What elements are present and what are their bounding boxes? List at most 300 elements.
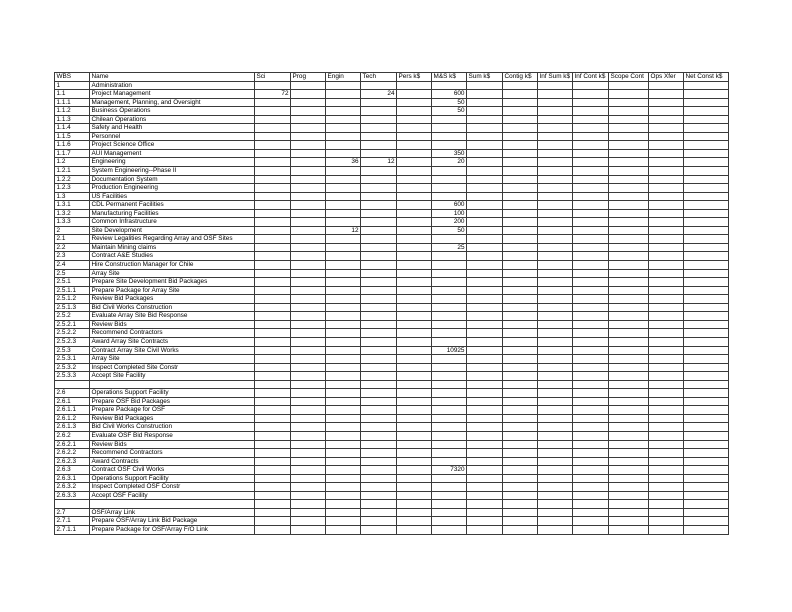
value-cell bbox=[255, 192, 291, 201]
value-cell bbox=[503, 355, 538, 364]
value-cell bbox=[684, 218, 729, 227]
value-cell bbox=[326, 115, 361, 124]
value-cell bbox=[397, 90, 432, 99]
wbs-cell: 2.5.1 bbox=[55, 278, 90, 287]
value-cell bbox=[467, 201, 503, 210]
value-cell bbox=[573, 158, 609, 167]
wbs-cell: 2.5.3.1 bbox=[55, 355, 90, 364]
value-cell bbox=[255, 491, 291, 500]
value-cell bbox=[397, 483, 432, 492]
value-cell bbox=[684, 243, 729, 252]
value-cell bbox=[649, 406, 684, 415]
value-cell bbox=[684, 132, 729, 141]
value-cell bbox=[432, 483, 467, 492]
value-cell bbox=[684, 141, 729, 150]
value-cell bbox=[538, 278, 573, 287]
value-cell bbox=[538, 192, 573, 201]
value-cell bbox=[397, 141, 432, 150]
value-cell bbox=[326, 303, 361, 312]
value-cell bbox=[397, 261, 432, 270]
value-cell bbox=[538, 517, 573, 526]
value-cell bbox=[361, 508, 397, 517]
value-cell bbox=[361, 474, 397, 483]
value-cell bbox=[684, 286, 729, 295]
value-cell bbox=[467, 141, 503, 150]
value-cell bbox=[291, 252, 326, 261]
value-cell bbox=[467, 508, 503, 517]
value-cell bbox=[538, 235, 573, 244]
value-cell bbox=[649, 466, 684, 475]
value-cell bbox=[291, 81, 326, 90]
value-cell bbox=[609, 363, 649, 372]
name-cell: Evaluate Array Site Bid Response bbox=[90, 312, 255, 321]
value-cell bbox=[684, 235, 729, 244]
table-row bbox=[55, 423, 729, 432]
value-cell bbox=[326, 235, 361, 244]
table-row bbox=[55, 397, 729, 406]
value-cell bbox=[291, 141, 326, 150]
table-row bbox=[55, 115, 729, 124]
table-row bbox=[55, 303, 729, 312]
value-cell bbox=[326, 81, 361, 90]
value-cell bbox=[649, 449, 684, 458]
name-cell: AUI Management bbox=[90, 149, 255, 158]
value-cell bbox=[538, 90, 573, 99]
value-cell bbox=[467, 431, 503, 440]
value-cell bbox=[684, 483, 729, 492]
value-cell bbox=[291, 466, 326, 475]
value-cell bbox=[573, 167, 609, 176]
value-cell: 100 bbox=[432, 209, 467, 218]
value-cell bbox=[609, 175, 649, 184]
table-row bbox=[55, 252, 729, 261]
value-cell: 36 bbox=[326, 158, 361, 167]
value-cell bbox=[397, 491, 432, 500]
column-header: Engin bbox=[326, 73, 361, 82]
value-cell bbox=[291, 107, 326, 116]
value-cell bbox=[397, 406, 432, 415]
value-cell bbox=[538, 414, 573, 423]
value-cell bbox=[291, 380, 326, 389]
value-cell bbox=[326, 175, 361, 184]
name-cell: Bid Civil Works Construction bbox=[90, 423, 255, 432]
value-cell bbox=[291, 201, 326, 210]
value-cell bbox=[397, 175, 432, 184]
value-cell bbox=[538, 423, 573, 432]
value-cell bbox=[467, 158, 503, 167]
wbs-cell: 2.5.1.1 bbox=[55, 286, 90, 295]
value-cell bbox=[291, 337, 326, 346]
value-cell bbox=[326, 474, 361, 483]
value-cell bbox=[291, 423, 326, 432]
value-cell bbox=[538, 252, 573, 261]
table-row bbox=[55, 278, 729, 287]
value-cell bbox=[291, 457, 326, 466]
value-cell bbox=[538, 303, 573, 312]
value-cell bbox=[255, 457, 291, 466]
value-cell bbox=[538, 337, 573, 346]
value-cell bbox=[467, 209, 503, 218]
value-cell bbox=[684, 115, 729, 124]
value-cell bbox=[291, 363, 326, 372]
value-cell bbox=[361, 303, 397, 312]
value-cell bbox=[649, 423, 684, 432]
table-row bbox=[55, 466, 729, 475]
value-cell bbox=[361, 252, 397, 261]
value-cell bbox=[609, 201, 649, 210]
value-cell bbox=[573, 132, 609, 141]
value-cell bbox=[361, 406, 397, 415]
value-cell bbox=[684, 517, 729, 526]
name-cell: Review Bid Packages bbox=[90, 414, 255, 423]
value-cell bbox=[467, 252, 503, 261]
value-cell bbox=[684, 363, 729, 372]
value-cell bbox=[609, 243, 649, 252]
value-cell bbox=[255, 440, 291, 449]
column-header: Pers k$ bbox=[397, 73, 432, 82]
value-cell bbox=[326, 167, 361, 176]
name-cell: Array Site bbox=[90, 269, 255, 278]
value-cell bbox=[503, 491, 538, 500]
wbs-cell: 2.6.2 bbox=[55, 431, 90, 440]
value-cell bbox=[432, 440, 467, 449]
value-cell bbox=[538, 115, 573, 124]
value-cell bbox=[609, 115, 649, 124]
value-cell bbox=[432, 184, 467, 193]
wbs-cell: 2.6.2.3 bbox=[55, 457, 90, 466]
value-cell bbox=[503, 226, 538, 235]
name-cell: Contract Array Site Civil Works bbox=[90, 346, 255, 355]
name-cell: CDL Permanent Facilities bbox=[90, 201, 255, 210]
value-cell bbox=[467, 525, 503, 534]
value-cell bbox=[326, 124, 361, 133]
name-cell: Prepare Site Development Bid Packages bbox=[90, 278, 255, 287]
name-cell: Review Bids bbox=[90, 440, 255, 449]
value-cell bbox=[538, 491, 573, 500]
value-cell bbox=[467, 226, 503, 235]
value-cell bbox=[361, 423, 397, 432]
value-cell bbox=[291, 149, 326, 158]
value-cell bbox=[397, 397, 432, 406]
wbs-cell: 2.6 bbox=[55, 389, 90, 398]
value-cell bbox=[326, 423, 361, 432]
value-cell bbox=[432, 175, 467, 184]
value-cell bbox=[538, 98, 573, 107]
value-cell bbox=[503, 483, 538, 492]
wbs-cell: 2.6.3.3 bbox=[55, 491, 90, 500]
value-cell bbox=[649, 440, 684, 449]
value-cell bbox=[609, 226, 649, 235]
value-cell bbox=[573, 235, 609, 244]
value-cell bbox=[573, 201, 609, 210]
value-cell bbox=[609, 389, 649, 398]
value-cell bbox=[649, 201, 684, 210]
table-row bbox=[55, 406, 729, 415]
value-cell bbox=[573, 184, 609, 193]
value-cell bbox=[649, 192, 684, 201]
value-cell bbox=[649, 525, 684, 534]
value-cell bbox=[649, 175, 684, 184]
table-row bbox=[55, 414, 729, 423]
value-cell bbox=[609, 269, 649, 278]
value-cell bbox=[361, 107, 397, 116]
value-cell bbox=[326, 372, 361, 381]
value-cell bbox=[538, 286, 573, 295]
value-cell bbox=[609, 457, 649, 466]
value-cell bbox=[326, 312, 361, 321]
value-cell bbox=[684, 508, 729, 517]
value-cell bbox=[467, 449, 503, 458]
value-cell bbox=[255, 269, 291, 278]
value-cell bbox=[397, 346, 432, 355]
value-cell: 25 bbox=[432, 243, 467, 252]
value-cell bbox=[397, 449, 432, 458]
table-row bbox=[55, 209, 729, 218]
value-cell bbox=[609, 491, 649, 500]
value-cell bbox=[326, 295, 361, 304]
value-cell bbox=[538, 243, 573, 252]
table-row bbox=[55, 457, 729, 466]
value-cell bbox=[573, 90, 609, 99]
value-cell bbox=[255, 449, 291, 458]
value-cell bbox=[609, 261, 649, 270]
value-cell bbox=[467, 483, 503, 492]
value-cell bbox=[538, 346, 573, 355]
value-cell bbox=[361, 124, 397, 133]
value-cell bbox=[609, 372, 649, 381]
table-row bbox=[55, 81, 729, 90]
wbs-cell: 1.1.6 bbox=[55, 141, 90, 150]
value-cell bbox=[649, 269, 684, 278]
name-cell: Prepare OSF Bid Packages bbox=[90, 397, 255, 406]
value-cell bbox=[255, 500, 291, 509]
wbs-cell: 2.5.3.2 bbox=[55, 363, 90, 372]
value-cell bbox=[397, 209, 432, 218]
value-cell bbox=[573, 115, 609, 124]
value-cell bbox=[397, 218, 432, 227]
value-cell bbox=[326, 346, 361, 355]
value-cell bbox=[467, 397, 503, 406]
value-cell bbox=[649, 329, 684, 338]
value-cell bbox=[397, 226, 432, 235]
value-cell bbox=[361, 269, 397, 278]
value-cell bbox=[361, 243, 397, 252]
value-cell bbox=[573, 423, 609, 432]
name-cell: Chilean Operations bbox=[90, 115, 255, 124]
value-cell bbox=[609, 320, 649, 329]
wbs-cell: 2.2 bbox=[55, 243, 90, 252]
value-cell bbox=[432, 474, 467, 483]
value-cell bbox=[467, 98, 503, 107]
value-cell bbox=[503, 209, 538, 218]
name-cell: Bid Civil Works Construction bbox=[90, 303, 255, 312]
name-cell: Common Infrastructure bbox=[90, 218, 255, 227]
value-cell: 600 bbox=[432, 90, 467, 99]
value-cell bbox=[538, 440, 573, 449]
wbs-cell: 1.3.1 bbox=[55, 201, 90, 210]
value-cell bbox=[538, 269, 573, 278]
value-cell bbox=[432, 423, 467, 432]
value-cell bbox=[326, 355, 361, 364]
value-cell bbox=[326, 278, 361, 287]
value-cell bbox=[326, 397, 361, 406]
value-cell bbox=[684, 474, 729, 483]
value-cell bbox=[397, 329, 432, 338]
value-cell bbox=[397, 423, 432, 432]
value-cell: 50 bbox=[432, 226, 467, 235]
wbs-cell: 2.5 bbox=[55, 269, 90, 278]
value-cell: 24 bbox=[361, 90, 397, 99]
value-cell bbox=[503, 457, 538, 466]
value-cell bbox=[397, 312, 432, 321]
wbs-cell: 1.1.1 bbox=[55, 98, 90, 107]
value-cell bbox=[291, 269, 326, 278]
value-cell bbox=[291, 278, 326, 287]
value-cell bbox=[503, 320, 538, 329]
value-cell bbox=[326, 243, 361, 252]
value-cell: 50 bbox=[432, 107, 467, 116]
table-row bbox=[55, 363, 729, 372]
value-cell bbox=[255, 508, 291, 517]
value-cell bbox=[291, 320, 326, 329]
value-cell bbox=[503, 474, 538, 483]
table-row bbox=[55, 440, 729, 449]
value-cell bbox=[609, 440, 649, 449]
name-cell: Accept OSF Facility bbox=[90, 491, 255, 500]
value-cell bbox=[255, 107, 291, 116]
value-cell bbox=[609, 474, 649, 483]
wbs-cell: 1.1.7 bbox=[55, 149, 90, 158]
value-cell bbox=[467, 355, 503, 364]
value-cell bbox=[684, 431, 729, 440]
value-cell bbox=[255, 406, 291, 415]
value-cell bbox=[503, 500, 538, 509]
value-cell bbox=[397, 286, 432, 295]
value-cell bbox=[573, 278, 609, 287]
value-cell bbox=[609, 508, 649, 517]
value-cell bbox=[684, 414, 729, 423]
table-row bbox=[55, 107, 729, 116]
value-cell bbox=[649, 252, 684, 261]
value-cell bbox=[361, 457, 397, 466]
table-row bbox=[55, 132, 729, 141]
name-cell: Operations Support Facility bbox=[90, 389, 255, 398]
value-cell bbox=[649, 158, 684, 167]
value-cell bbox=[432, 81, 467, 90]
value-cell bbox=[291, 124, 326, 133]
value-cell bbox=[684, 149, 729, 158]
value-cell bbox=[255, 243, 291, 252]
value-cell bbox=[255, 98, 291, 107]
value-cell bbox=[503, 517, 538, 526]
name-cell: Administration bbox=[90, 81, 255, 90]
value-cell bbox=[573, 491, 609, 500]
value-cell bbox=[432, 389, 467, 398]
value-cell bbox=[361, 500, 397, 509]
value-cell bbox=[684, 226, 729, 235]
value-cell bbox=[503, 363, 538, 372]
value-cell bbox=[361, 372, 397, 381]
value-cell bbox=[361, 440, 397, 449]
column-header: Ops Xfer bbox=[649, 73, 684, 82]
value-cell bbox=[432, 115, 467, 124]
value-cell bbox=[538, 431, 573, 440]
value-cell bbox=[291, 261, 326, 270]
value-cell bbox=[573, 209, 609, 218]
value-cell bbox=[538, 449, 573, 458]
value-cell bbox=[684, 389, 729, 398]
wbs-cell: 1.3 bbox=[55, 192, 90, 201]
table-row bbox=[55, 483, 729, 492]
value-cell bbox=[326, 218, 361, 227]
wbs-cell: 2.1 bbox=[55, 235, 90, 244]
value-cell bbox=[255, 141, 291, 150]
value-cell bbox=[291, 312, 326, 321]
value-cell bbox=[326, 466, 361, 475]
value-cell bbox=[255, 483, 291, 492]
value-cell bbox=[649, 107, 684, 116]
value-cell bbox=[609, 209, 649, 218]
value-cell bbox=[573, 414, 609, 423]
wbs-cell: 1.1 bbox=[55, 90, 90, 99]
value-cell bbox=[609, 286, 649, 295]
value-cell bbox=[255, 81, 291, 90]
value-cell bbox=[361, 355, 397, 364]
value-cell bbox=[684, 406, 729, 415]
value-cell bbox=[684, 372, 729, 381]
wbs-cell bbox=[55, 380, 90, 389]
value-cell bbox=[467, 184, 503, 193]
wbs-cell: 2.6.3.1 bbox=[55, 474, 90, 483]
value-cell bbox=[609, 141, 649, 150]
value-cell bbox=[609, 337, 649, 346]
value-cell bbox=[467, 175, 503, 184]
name-cell: Recommend Contractors bbox=[90, 449, 255, 458]
value-cell: 200 bbox=[432, 218, 467, 227]
wbs-cell: 2.7.1.1 bbox=[55, 525, 90, 534]
value-cell bbox=[397, 167, 432, 176]
value-cell bbox=[326, 440, 361, 449]
value-cell bbox=[538, 149, 573, 158]
value-cell bbox=[432, 337, 467, 346]
name-cell: Production Engineering bbox=[90, 184, 255, 193]
value-cell bbox=[397, 303, 432, 312]
value-cell bbox=[538, 466, 573, 475]
value-cell bbox=[538, 261, 573, 270]
value-cell bbox=[609, 81, 649, 90]
wbs-cell: 2.6.2.2 bbox=[55, 449, 90, 458]
wbs-cell: 1.2 bbox=[55, 158, 90, 167]
value-cell bbox=[361, 466, 397, 475]
value-cell bbox=[291, 483, 326, 492]
table-row bbox=[55, 192, 729, 201]
value-cell bbox=[432, 508, 467, 517]
value-cell bbox=[255, 167, 291, 176]
value-cell bbox=[538, 525, 573, 534]
value-cell bbox=[573, 295, 609, 304]
value-cell bbox=[361, 414, 397, 423]
value-cell bbox=[326, 149, 361, 158]
value-cell bbox=[538, 81, 573, 90]
value-cell bbox=[291, 508, 326, 517]
wbs-cell: 2.5.3.3 bbox=[55, 372, 90, 381]
wbs-cell: 2.7 bbox=[55, 508, 90, 517]
column-header: Contig k$ bbox=[503, 73, 538, 82]
value-cell bbox=[291, 98, 326, 107]
value-cell: 50 bbox=[432, 98, 467, 107]
wbs-cell: 1.1.4 bbox=[55, 124, 90, 133]
value-cell bbox=[609, 252, 649, 261]
